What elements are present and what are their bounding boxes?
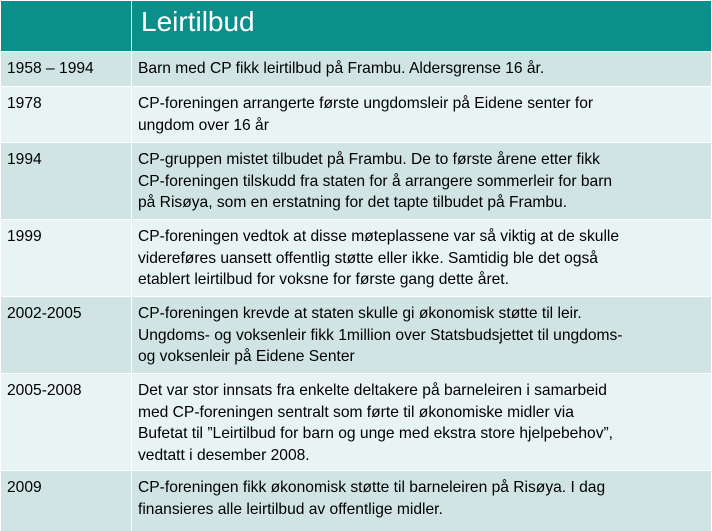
description-cell — [132, 52, 712, 87]
year-text: 2002-2005 — [7, 305, 82, 322]
description-line: CP-foreningen fikk økonomisk støtte til barneleiren på Risøya. I dag — [138, 479, 606, 496]
year-text: 1958 – 1994 — [7, 60, 94, 77]
description-line: CP-gruppen mistet tilbudet på Frambu. De to første årene etter fikk — [138, 151, 600, 168]
description-line: vedtatt i desember 2008. — [138, 446, 310, 464]
year-cell — [1, 52, 132, 87]
year-cell — [1, 374, 132, 471]
slide-title: Leirtilbud — [141, 6, 255, 37]
description-line: CP-foreningen tilskudd fra staten for å arrangere sommerleir for barn — [138, 172, 613, 190]
slide-title-cell — [132, 1, 712, 52]
year-cell — [1, 471, 132, 531]
header-row — [1, 1, 712, 52]
description-line: etablert leirtilbud for voksne for første gang dette året. — [138, 271, 509, 288]
table-row — [1, 374, 712, 471]
table-row — [1, 297, 712, 374]
header-year-cell — [1, 1, 132, 52]
description-line: finansieres alle leirtilbud av offentlige midler. — [138, 500, 443, 518]
table-row — [1, 87, 712, 143]
year-cell — [1, 143, 132, 220]
description-cell — [132, 87, 712, 143]
table-row — [1, 220, 712, 297]
description-line: CP-foreningen krevde at staten skulle gi økonomisk støtte til leir. — [138, 305, 582, 322]
year-cell — [1, 220, 132, 297]
description-cell — [132, 220, 712, 297]
year-cell — [1, 297, 132, 374]
year-text: 1999 — [7, 228, 42, 245]
description-line: Det var stor innsats fra enkelte deltakere på barneleiren i samarbeid — [138, 382, 607, 399]
description-line: med CP-foreningen sentralt som førte til økonomiske midler via — [138, 403, 574, 421]
description-line: videreføres uansett offentlig støtte eller ikke. Samtidig ble det også — [138, 249, 598, 267]
year-cell — [1, 87, 132, 143]
description-cell — [132, 471, 712, 531]
year-text: 1994 — [7, 151, 42, 168]
description-line: på Risøya, som en erstatning for det tapte tilbudet på Frambu. — [138, 194, 568, 211]
table-row — [1, 471, 712, 531]
year-text: 1978 — [7, 95, 42, 112]
description-line: og voksenleir på Eidene Senter — [138, 348, 355, 365]
table-row — [1, 143, 712, 220]
description-line: ungdom over 16 år — [138, 116, 269, 134]
description-line: Bufetat til ”Leirtilbud for barn og unge med ekstra store hjelpebehov”, — [138, 425, 614, 442]
year-text: 2005-2008 — [7, 382, 82, 399]
description-line: Barn med CP fikk leirtilbud på Frambu. Aldersgrense 16 år. — [138, 60, 545, 77]
year-text: 2009 — [7, 479, 42, 496]
description-cell — [132, 297, 712, 374]
description-cell — [132, 143, 712, 220]
description-line: CP-foreningen vedtok at disse møteplassene var så viktig at de skulle — [138, 228, 620, 245]
description-line: Ungdoms- og voksenleir fikk 1million over Statsbudsjettet til ungdoms- — [138, 326, 623, 344]
table-row — [1, 52, 712, 87]
description-line: CP-foreningen arrangerte første ungdomsleir på Eidene senter for — [138, 95, 594, 112]
description-cell — [132, 374, 712, 471]
